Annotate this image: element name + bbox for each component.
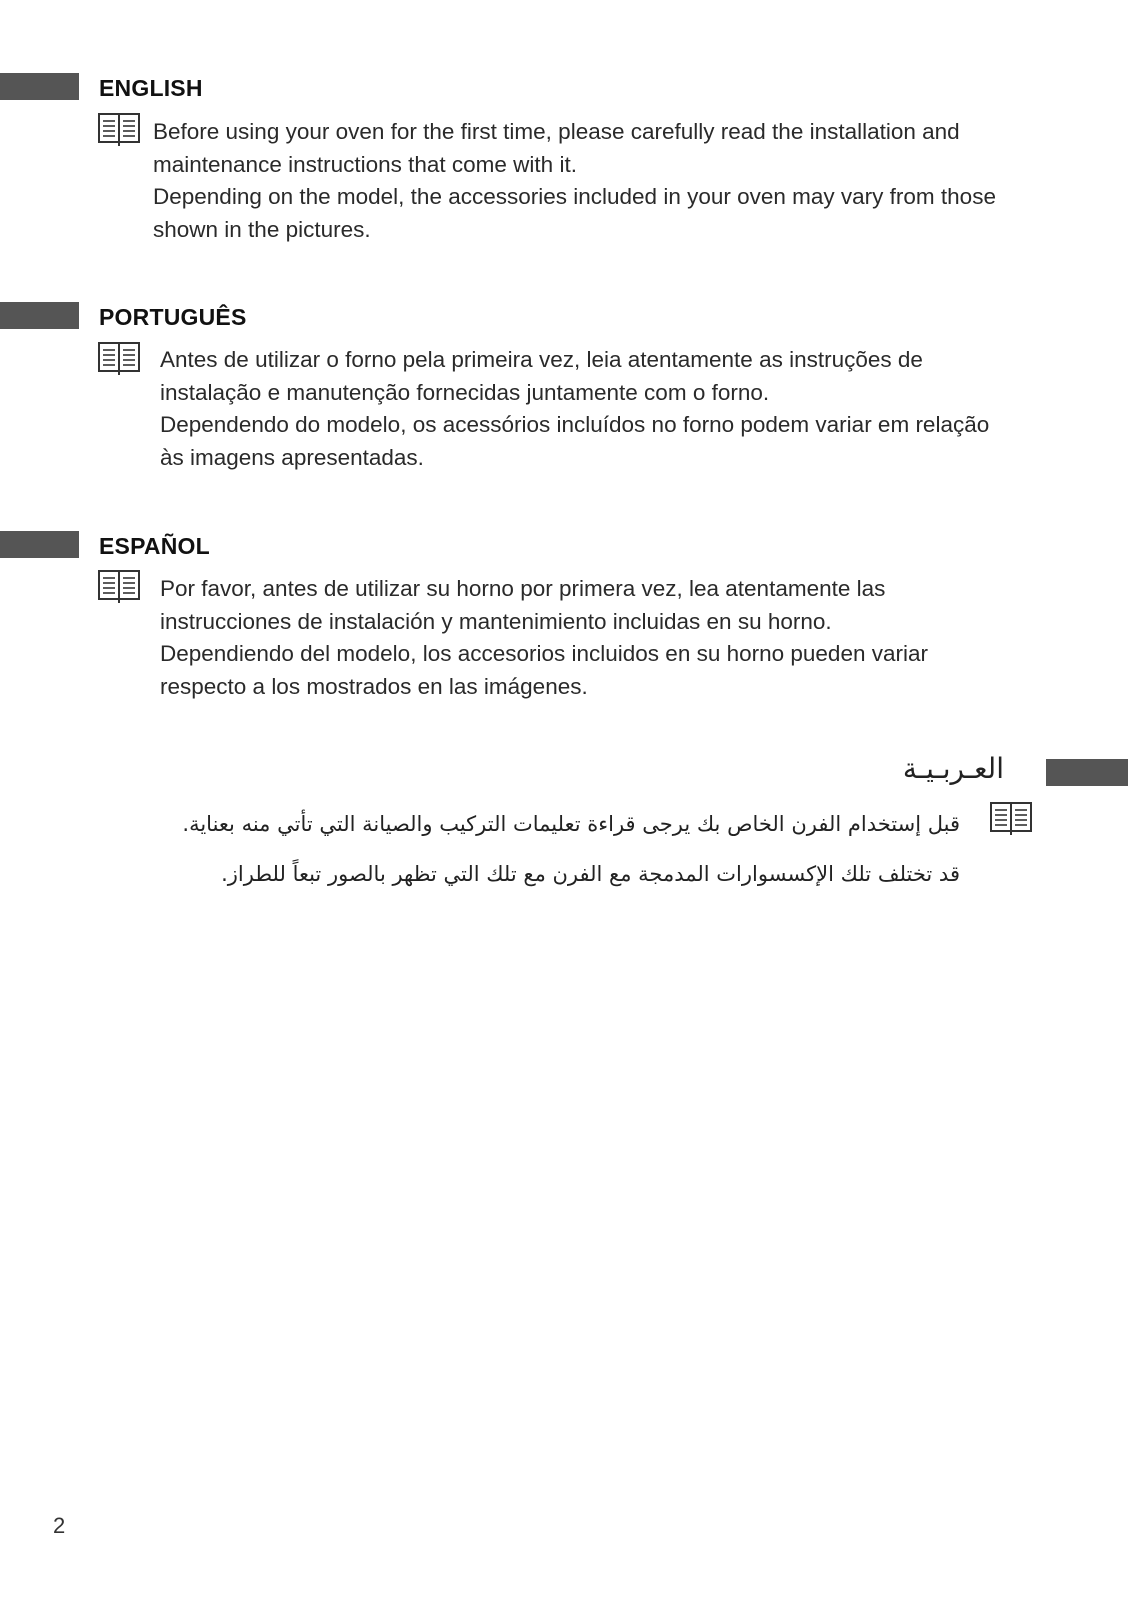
open-book-icon <box>98 113 140 147</box>
text-line: instrucciones de instalación y mantenimiento incluidas en su horno. <box>160 608 832 634</box>
text-line: respecto a los mostrados en las imágenes. <box>160 673 588 699</box>
section-text-portugues <box>160 344 989 474</box>
text-line: maintenance instructions that come with it. <box>153 151 577 177</box>
section-text-arabic-line: قبل إستخدام الفرن الخاص بك يرجى قراءة تعليمات التركيب والصيانة التي تأتي منه بعناية. <box>182 812 960 836</box>
open-book-icon <box>98 342 140 376</box>
section-heading-espanol: ESPAÑOL <box>99 533 210 559</box>
text-line: às imagens apresentadas. <box>160 444 424 470</box>
section-heading-portugues: PORTUGUÊS <box>99 304 247 330</box>
section-heading-english: ENGLISH <box>99 75 203 101</box>
language-tab-marker <box>0 73 79 100</box>
language-tab-marker <box>0 302 79 329</box>
language-tab-marker <box>0 531 79 558</box>
text-line: shown in the pictures. <box>153 216 371 242</box>
text-line: Before using your oven for the first time, please carefully read the installation and <box>153 119 960 144</box>
section-heading-arabic: العـربـيـة <box>902 752 1004 785</box>
language-tab-marker <box>1046 759 1128 786</box>
section-text-english <box>153 116 996 246</box>
text-line: Dependiendo del modelo, los accesorios incluidos en su horno pueden variar <box>160 641 928 666</box>
text-line: Por favor, antes de utilizar su horno por primera vez, lea atentamente las <box>160 576 886 601</box>
text-line: Dependendo do modelo, os acessórios incluídos no forno podem variar em relação <box>160 412 990 437</box>
open-book-icon <box>990 802 1032 836</box>
section-text-espanol <box>160 573 928 703</box>
page-number: 2 <box>53 1513 66 1538</box>
open-book-icon <box>98 570 140 604</box>
text-line: Depending on the model, the accessories included in your oven may vary from those <box>153 184 996 209</box>
text-line: instalação e manutenção fornecidas juntamente com o forno. <box>160 379 770 405</box>
text-line: Antes de utilizar o forno pela primeira vez, leia atentamente as instruções de <box>160 347 923 372</box>
section-text-arabic-line: قد تختلف تلك الإكسسوارات المدمجة مع الفرن مع تلك التي تظهر بالصور تبعاً للطراز. <box>221 862 960 886</box>
